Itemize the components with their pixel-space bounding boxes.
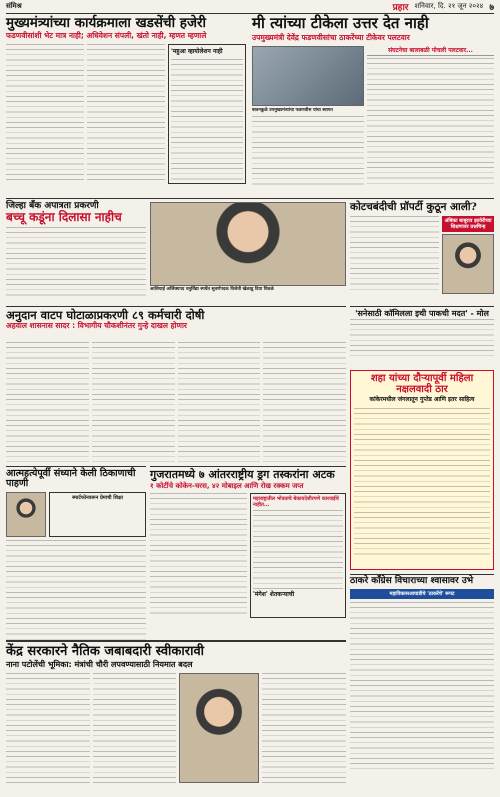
center-band-body xyxy=(6,342,346,462)
side-tag: अंबिका बाबूराव झावेरीच्या शिक्षणावर प्रश्नचिन्ह xyxy=(442,216,494,232)
story-top-right xyxy=(252,16,494,196)
boxed-story xyxy=(250,493,346,618)
headline: आत्महत्येपूर्वी संध्याने केली ठिकाणाची पाहणी xyxy=(6,468,136,489)
side-tag: महाविकासआघाडीचे 'ठाकरेंचे' रूपट xyxy=(350,589,494,599)
story-bottom-right xyxy=(350,574,494,794)
boxed-title: संघटनेचा बालाबळी पोचली पलटवार... xyxy=(367,46,494,56)
masthead xyxy=(6,0,494,14)
headline: मी त्यांच्या टीकेला उत्तर देत नाही xyxy=(252,14,429,32)
story-body xyxy=(252,46,494,186)
photo-caption: बावनकुळे उपमुख्यमंत्र्यांचा फडणवीस यांचा स्वागत xyxy=(252,108,333,113)
subhead: नाना पटोलेंची भूमिका: मंत्रांची चौरी लपवण्यासाठी नियमात बदल xyxy=(6,659,193,669)
text-column xyxy=(87,44,165,184)
story-body xyxy=(6,44,248,184)
boxed-subheadline: 'मंगेश' शेतकऱ्याची xyxy=(253,591,295,599)
story-mid-center xyxy=(150,202,346,302)
person-photo xyxy=(442,234,494,294)
story-lower-left xyxy=(6,466,146,636)
story-bottom xyxy=(6,640,346,794)
headline: जिल्हा बँक अपात्रता प्रकरणी xyxy=(6,201,99,211)
story-mid-left xyxy=(6,202,146,302)
photo-column xyxy=(252,46,364,186)
story-right-sidebar xyxy=(350,370,494,570)
news-photo xyxy=(252,46,364,106)
subhead: 'सनेसाठी कॉमिलला इथी पाकची मदत' - मोल xyxy=(350,306,494,317)
headline: मुख्यमंत्र्यांच्या कार्यक्रमाला खडसेंची हजेरी xyxy=(6,15,206,31)
headline: अनुदान वाटप घोटाळाप्रकरणी ८९ कर्मचारी दोषी xyxy=(6,308,205,322)
boxed-story xyxy=(168,44,246,184)
text-column xyxy=(6,44,84,184)
side-tag: स्मार्टफोनवरून प्रेमाची शिक्षा xyxy=(49,492,146,537)
story-center-band xyxy=(6,306,346,340)
masthead-right xyxy=(393,0,494,13)
subhead: अहवाल शासनास सादर : विभागीय चौकशीनंतर गुन्हे दाखल होणार xyxy=(6,321,187,331)
photo-caption: आशियाई अजिंक्यपद धनुर्विद्या स्पर्धेत सुवर्णपदक विजेती खेळाडू दिया चितळे xyxy=(150,287,274,292)
boxed-title: 'महुआ व्हायोलेशन नाही xyxy=(171,48,223,56)
subhead: उपमुख्यमंत्री देवेंद्र फडणवीसांचा ठाकरेंच्या टीकेवर पलटवार xyxy=(252,32,410,42)
headline: शहा यांच्या दौऱ्यापूर्वी महिला नक्षलवादी ठार xyxy=(370,373,474,395)
politician-photo xyxy=(179,673,259,783)
headline: कोटचबंदीची प्रॉपर्टी कुठून आली? xyxy=(350,201,477,213)
headline: गुजरातमध्ये ७ आंतरराष्ट्रीय ड्रग तस्करांना अटक xyxy=(150,468,335,481)
story-lower-center xyxy=(150,466,346,636)
divider xyxy=(6,198,494,199)
person-photo xyxy=(6,492,46,537)
subhead: बच्चू कडूंना दिलासा नाहीच xyxy=(6,210,122,225)
subhead: कांकेरमधील जंगलातून गुप्तेड आणि इतर साहित्य xyxy=(369,396,475,403)
subhead: १ कोटींचे कोकेन-चरस, ४२ मोबाइल आणि रोख रक्कम जप्त xyxy=(150,481,304,490)
issue-date: शनिवार, दि. २१ जून २०२४ xyxy=(414,2,484,10)
subhead: फडणवीसांशी भेट मात्र नाही; अधिवेशन संपली, खंतो नाही, म्हणत म्हणाले xyxy=(6,31,207,41)
headline: ठाकरे काँग्रेस विचाराच्या श्वासावर उभे xyxy=(350,576,474,586)
story-top-left xyxy=(6,16,248,196)
text-column xyxy=(367,46,494,186)
story-mid-right xyxy=(350,202,494,302)
boxed-title: महाराष्ट्रातील भोवताचे बेकायदेशीरपणे कारवाईचे नाहीत... xyxy=(253,496,339,509)
headline: केंद्र सरकारने नैतिक जबाबदारी स्वीकारावी xyxy=(6,644,205,659)
story-right-lower xyxy=(350,306,494,366)
brand-logo: प्रहार xyxy=(392,3,409,13)
section-label: संमिश्र xyxy=(6,2,22,10)
page-number: ७ xyxy=(489,3,494,13)
athlete-photo xyxy=(150,202,346,286)
sidebar xyxy=(442,216,494,294)
